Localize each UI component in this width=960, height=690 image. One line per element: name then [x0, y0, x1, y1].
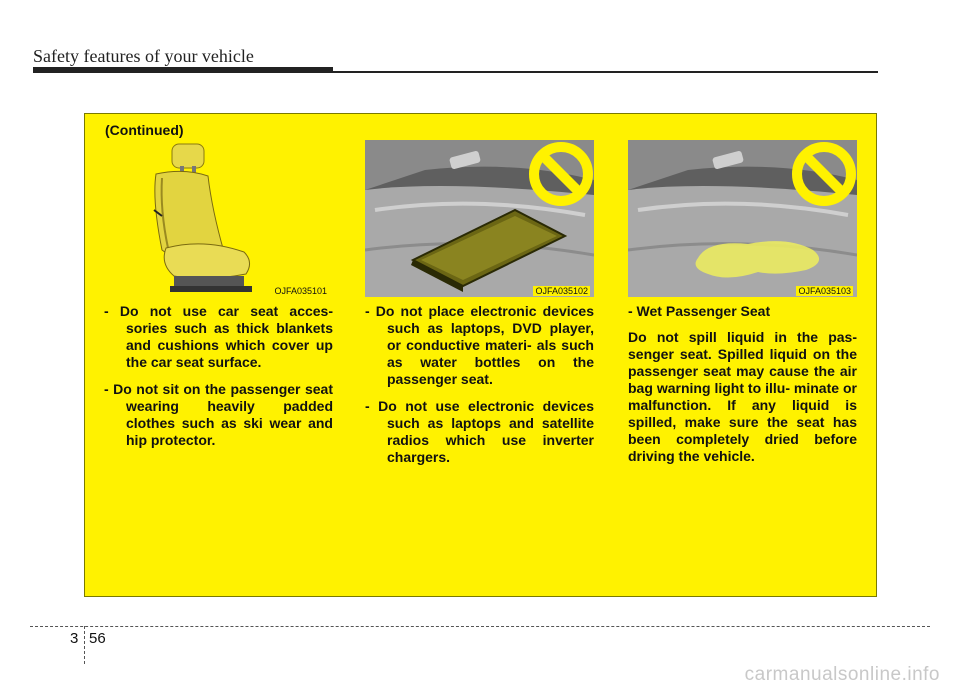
watermark: carmanualsonline.info [744, 664, 940, 685]
laptop-seat-illustration [365, 140, 594, 297]
figure-laptop-seat [365, 140, 594, 297]
bullet-item: - Do not place electronic devices such as laptops, DVD player, or conductive materi- als such as water bottles on the passenger seat. [365, 303, 594, 387]
bullet-item: - Do not use car seat acces- sories such as thick blankets and cushions which cover up the car seat surface. [104, 303, 333, 370]
chapter-number: 3 [70, 630, 79, 647]
figure-liquid-seat [628, 140, 857, 297]
bullet-item: - Do not sit on the passenger seat wearing heavily padded clothes such as ski wear and hip protector. [104, 381, 333, 448]
section-heading: - Wet Passenger Seat [628, 303, 771, 319]
page-header-title: Safety features of your vehicle [33, 46, 254, 66]
bullet-item: - Do not use electronic devices such as laptops and satellite radios which use inverter chargers. [365, 398, 594, 465]
paragraph: Do not spill liquid in the pas- senger seat. Spilled liquid on the passenger seat may cause the air bag warning light to illu- minate or malfunction. If any liquid is spilled, make sure the seat has been completely dried before driving the vehicle. [628, 329, 857, 464]
footer-divider [84, 626, 85, 664]
figure-code: OJFA035102 [535, 286, 588, 296]
seat-cushion-illustration [104, 140, 333, 297]
header-rule-thin [33, 71, 878, 73]
figure-seat-cushion [104, 140, 333, 297]
figure-code: OJFA035101 [274, 286, 327, 296]
text-column-1 [104, 303, 333, 459]
figure-code: OJFA035103 [798, 286, 851, 296]
liquid-seat-illustration [628, 140, 857, 297]
text-column-3 [628, 303, 857, 465]
text-column-2 [365, 303, 594, 476]
page-number: 56 [89, 630, 106, 647]
continued-label: (Continued) [105, 122, 184, 138]
footer-rule [30, 626, 930, 627]
